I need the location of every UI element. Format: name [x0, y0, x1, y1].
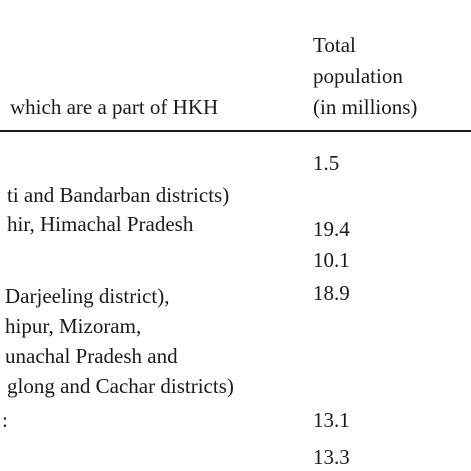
- header-rule: [0, 130, 471, 132]
- population-value: 18.9: [313, 281, 350, 305]
- population-header-line-3: (in millions): [313, 95, 418, 119]
- region-line: hir, Himachal Pradesh: [7, 212, 194, 236]
- region-line: glong and Cachar districts): [7, 374, 234, 398]
- population-value: 13.3: [313, 445, 350, 469]
- population-header-line-1: Total: [313, 33, 356, 57]
- region-line: :: [2, 408, 8, 432]
- regions-column-header: which are a part of HKH: [10, 95, 219, 119]
- region-line: Darjeeling district),: [5, 284, 170, 308]
- region-line: unachal Pradesh and: [5, 344, 178, 368]
- population-value: 19.4: [313, 217, 350, 241]
- population-value: 10.1: [313, 248, 350, 272]
- region-line: hipur, Mizoram,: [5, 314, 142, 338]
- region-line: ti and Bandarban districts): [7, 183, 230, 207]
- population-value: 13.1: [313, 408, 350, 432]
- population-value: 1.5: [313, 151, 340, 175]
- population-header-line-2: population: [313, 64, 403, 88]
